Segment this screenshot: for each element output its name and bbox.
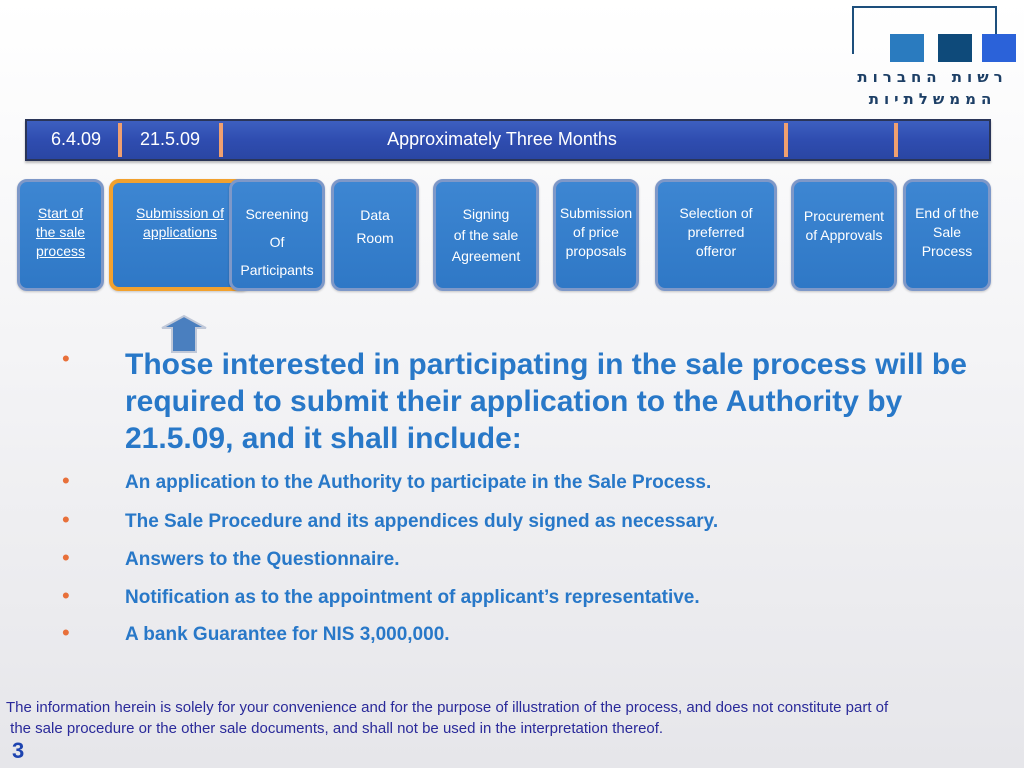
stage-submission-price-proposals[interactable] [553, 179, 639, 291]
timeline-submission-date: 21.5.09 [140, 129, 201, 149]
stage-selection-preferred-offeror[interactable] [655, 179, 777, 291]
logo-text-line1: רשות החברות [857, 68, 1008, 86]
bullet-icon: • [62, 583, 70, 608]
bullet-icon: • [62, 346, 70, 371]
stage-label: Submission of price proposals [559, 205, 633, 259]
stage-label: Procurement of Approvals [803, 208, 885, 243]
stage-signing-agreement[interactable] [433, 179, 539, 291]
stage-label: End of the Sale Process [915, 205, 979, 259]
stage-label: Data Room [356, 207, 394, 246]
authority-logo [850, 4, 1020, 110]
stage-label: Screening Of Participants [240, 206, 314, 278]
requirement-item: Answers to the Questionnaire. [125, 549, 400, 570]
requirement-item: A bank Guarantee for NIS 3,000,000. [125, 624, 450, 645]
bullet-icon: • [62, 468, 70, 493]
timeline-separator [118, 123, 122, 157]
stage-screening[interactable] [229, 179, 325, 291]
stage-label: Start of the sale process [35, 205, 86, 259]
logo-frame [852, 6, 997, 54]
stage-start-of-sale[interactable] [17, 179, 104, 291]
logo-square-light [890, 34, 924, 62]
disclaimer-line: The information herein is solely for your convenience and for the purpose of illustration of the process, and does not constitute part of [6, 699, 889, 716]
stage-procurement-approvals[interactable] [791, 179, 897, 291]
requirement-item: Notification as to the appointment of applicant’s representative. [125, 587, 700, 608]
stage-end-of-sale[interactable] [903, 179, 991, 291]
bullet-icon: • [62, 545, 70, 570]
bullet-icon: • [62, 620, 70, 645]
timeline-duration: Approximately Three Months [387, 129, 617, 149]
main-statement: Those interested in participating in the sale process will be required to submit their application to the Authority by 21.5.09, and it shall include: [125, 348, 967, 455]
requirement-item: The Sale Procedure and its appendices duly signed as necessary. [125, 511, 719, 532]
stage-label: Submission of applications [136, 205, 224, 240]
stage-label: Selection of preferred offeror [679, 205, 753, 259]
stage-data-room[interactable] [331, 179, 419, 291]
timeline-separator [784, 123, 788, 157]
timeline-start-date: 6.4.09 [51, 129, 102, 149]
logo-text-line2: הממשלתיות [868, 90, 997, 108]
disclaimer-line: the sale procedure or the other sale documents, and shall not be used in the interpretation thereof. [6, 720, 664, 737]
timeline-bar [25, 119, 991, 161]
disclaimer [6, 697, 1018, 739]
bullet-icon: • [62, 507, 70, 532]
logo-square-blue [982, 34, 1016, 62]
logo-square-dark [938, 34, 972, 62]
requirement-item: An application to the Authority to participate in the Sale Process. [125, 472, 712, 493]
stage-label: Signing of the sale Agreement [451, 206, 521, 264]
page-number: 3 [12, 738, 25, 763]
timeline-separator [894, 123, 898, 157]
